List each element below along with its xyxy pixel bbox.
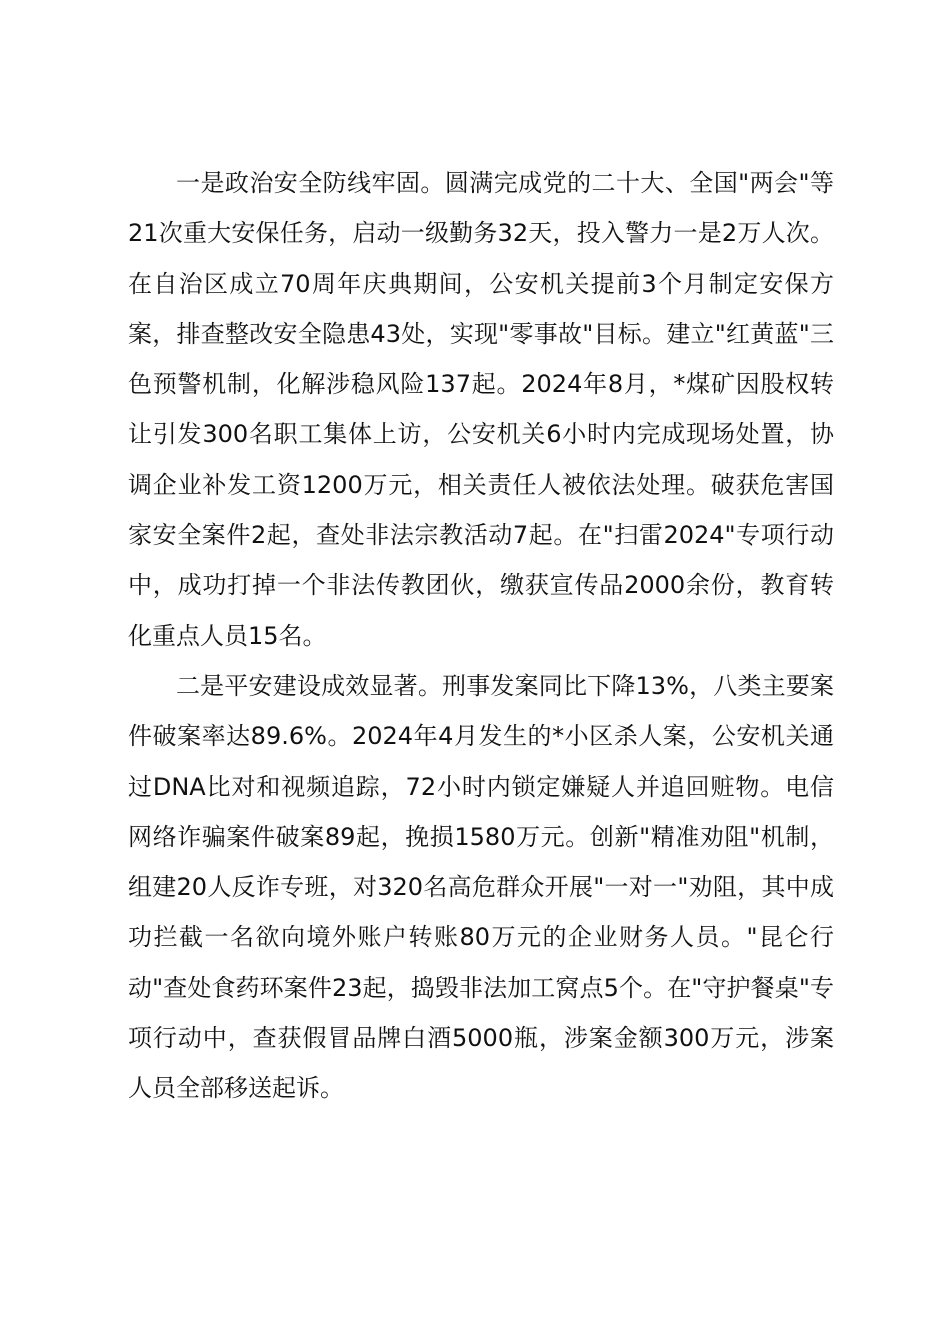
document-body <box>128 158 834 1114</box>
paragraph-public-safety: 二是平安建设成效显著。刑事发案同比下降13%，八类主要案件破案率达89.6%。2024年4月发生的*小区杀人案，公安机关通过DNA比对和视频追踪，72小时内锁定嫌疑人并追回赃物。电信网络诈骗案件破案89起，挽损1580万元。创新"精准劝阻"机制，组建20人反诈专班，对320名高危群众开展"一对一"劝阻，其中成功拦截一名欲向境外账户转账80万元的企业财务人员。"昆仑行动"查处食药环案件23起，捣毁非法加工窝点5个。在"守护餐桌"专项行动中，查获假冒品牌白酒5000瓶，涉案金额300万元，涉案人员全部移送起诉。 <box>128 671 834 1103</box>
paragraph-political-security: 一是政治安全防线牢固。圆满完成党的二十大、全国"两会"等21次重大安保任务，启动一级勤务32天，投入警力一是2万人次。在自治区成立70周年庆典期间，公安机关提前3个月制定安保方案，排查整改安全隐患43处，实现"零事故"目标。建立"红黄蓝"三色预警机制，化解涉稳风险137起。2024年8月，*煤矿因股权转让引发300名职工集体上访，公安机关6小时内完成现场处置，协调企业补发工资1200万元，相关责任人被依法处理。破获危害国家安全案件2起，查处非法宗教活动7起。在"扫雷2024"专项行动中，成功打掉一个非法传教团伙，缴获宣传品2000余份，教育转化重点人员15名。 <box>128 169 834 650</box>
